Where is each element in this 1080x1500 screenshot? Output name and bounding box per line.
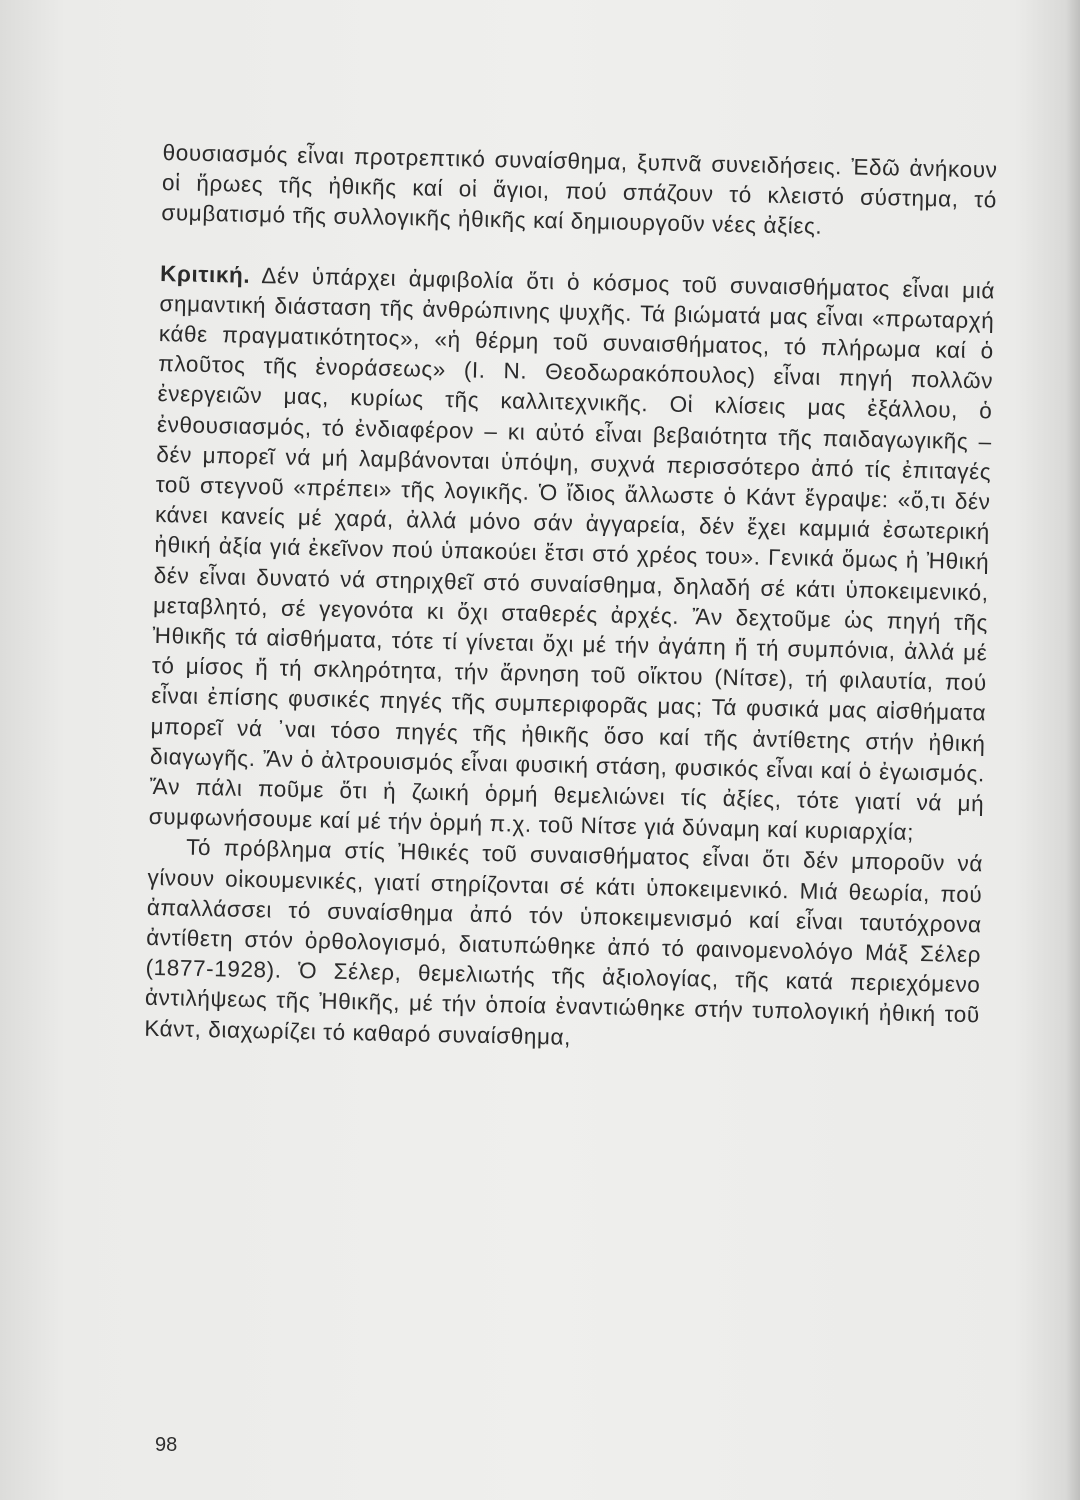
page-number: 98 [155,1434,178,1456]
body-text [144,138,998,1061]
paragraph-scheler: Τό πρόβλημα στίς Ἠθικές τοῦ συναισθήματος εἶναι ὅτι δέν μποροῦν νά γίνουν οἰκουμενικές, γιατί στηρίζονται σέ κάτι ὑποκειμενικό. Μιά θεωρία, πού ἀπαλλάσσει τό συναίσθημα ἀπό τόν ὑποκειμενισμό καί εἶναι ταυτόχρονα ἀντίθετη στόν ὀρθολογισμό, διατυπώθηκε ἀπό τό φαινομενολόγο Μάξ Σέλερ (1877-1928). Ὁ Σέλερ, θεμελιωτής τῆς ἀξιολογίας, τῆς κατά περιεχόμενο ἀντιλήψεως τῆς Ἠθικῆς, μέ τήν ὁποία ἐναντιώθηκε στήν τυπολογική ἠθική τοῦ Κάντ, διαχωρίζει τό καθαρό συναίσθημα, [144,835,984,1050]
paragraph-critique [148,259,995,850]
paragraph-continued: θουσιασμός εἶναι προτρεπτικό συναίσθημα, ξυπνᾶ συνειδήσεις. Ἐδῶ ἀνήκουν οἱ ἥρωες τῆς ἠθικῆς καί οἱ ἅγιοι, πού σπάζουν τό κλειστό σύστημα, τό συμβατισμό τῆς συλλογικῆς ἠθικῆς καί δημιουργοῦν νέες ἀξίες. [161,139,998,240]
page-edge-shadow [1066,0,1080,1500]
critique-text: Δέν ὑπάρχει ἀμφιβολία ὅτι ὁ κόσμος τοῦ συναισθήματος εἶναι μιά σημαντική διάσταση τῆς ἀνθρώπινης ψυχῆς. Τά βιώματά μας εἶναι «πρωταρχή κάθε πραγματικότητος», «ἡ θέρμη τοῦ συναισθήματος, τό πλήρωμα καί ὁ πλοῦτος τῆς ἐνοράσεως» (Ι. Ν. Θεοδωρακόπουλος) εἶναι πηγή πολλῶν ἐνεργειῶν μας, κυρίως τῆς καλλιτεχνικῆς. Οἱ κλίσεις μας ἐξάλλου, ὁ ἐνθουσιασμός, τό ἐνδιαφέρον – κι αὐτό εἶναι βεβαιότητα τῆς παιδαγωγικῆς – δέν μπορεῖ νά μή λαμβάνονται ὑπόψη, συχνά περισσότερο ἀπό τίς ἐπιταγές τοῦ στεγνοῦ «πρέπει» τῆς λογικῆς. Ὁ ἴδιος ἄλλωστε ὁ Κάντ ἔγραψε: «ὅ,τι δέν κάνει κανείς μέ χαρά, ἀλλά μόνο σάν ἀγγαρεία, δέν ἔχει καμμιά ἐσωτερική ἠθική ἀξία γιά ἐκεῖνον πού ὑπακούει ἔτσι στό χρέος του». Γενικά ὅμως ἡ Ἠθική δέν εἶναι δυνατό νά στηριχθεῖ στό συναίσθημα, δηλαδή σέ κάτι ὑποκειμενικό, μεταβλητό, σέ γεγονότα κι ὄχι σταθερές ἀρχές. Ἄν δεχτοῦμε ὡς πηγή τῆς Ἠθικῆς τά αἰσθήματα, τότε τί γίνεται ὄχι μέ τήν ἀγάπη ἤ τή συμπόνια, ἀλλά μέ τό μίσος ἤ τή σκληρότητα, τήν ἄρνηση τοῦ οἴκτου (Νίτσε), τή φιλαυτία, πού εἶναι ἐπίσης φυσικές πηγές τῆς συμπεριφορᾶς μας; Τά φυσικά μας αἰσθήματα μπορεῖ νά ᾽ναι τόσο πηγές τῆς ἠθικῆς ὅσο καί τῆς ἀντίθετης στήν ἠθική διαγωγῆς. Ἄν ὁ ἀλτρουισμός εἶναι φυσική στάση, φυσικός εἶναι καί ὁ ἐγωισμός. Ἄν πάλι ποῦμε ὅτι ἡ ζωική ὁρμή θεμελιώνει τίς ἀξίες, τότε γιατί νά μή συμφωνήσουμε καί μέ τήν ὁρμή π.χ. τοῦ Νίτσε γιά δύναμη καί κυριαρχία; [148,262,996,846]
critique-heading: Κριτική. [159,260,251,288]
